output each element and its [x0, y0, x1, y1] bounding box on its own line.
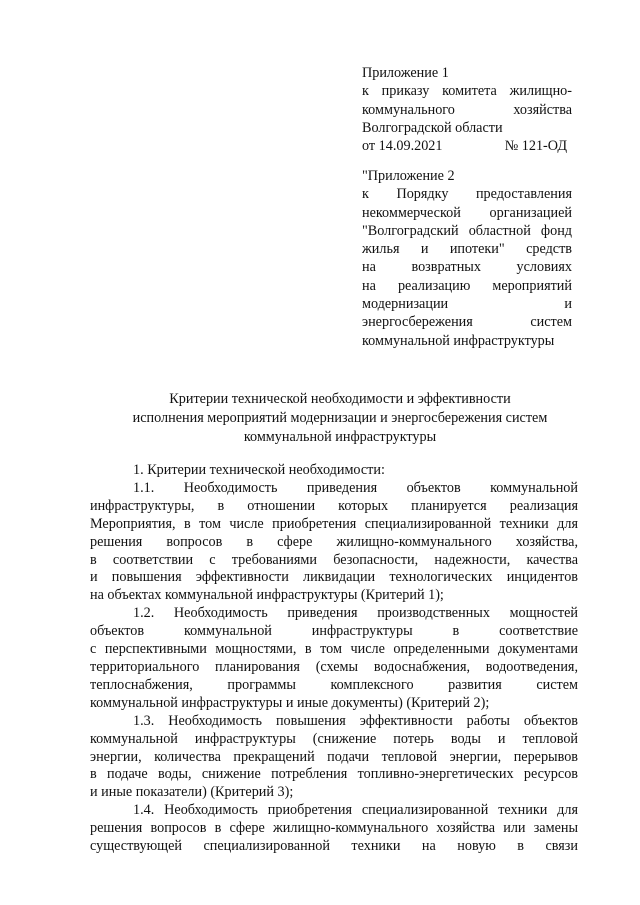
appendix-1-line: Волгоградской области [362, 119, 503, 136]
paragraph-line: 1.1. Необходимость приведения объектов коммунальной [133, 479, 578, 496]
appendix-2-line: на возвратных условиях [362, 259, 572, 276]
paragraph-line: существующей специализированной техники на новую в связи [90, 838, 578, 855]
appendix-1-header [362, 64, 572, 155]
paragraph-line: коммунальной инфраструктуры и иные документы) (Критерий 2); [90, 694, 490, 711]
title-line: Критерии технической необходимости и эффективности [169, 391, 511, 407]
paragraph-line: коммунальной инфраструктуры (снижение потерь воды и тепловой [90, 730, 578, 747]
paragraph-line: в соответствии с требованиями безопасности, надежности, качества [90, 551, 578, 568]
appendix-2-line: к Порядку предоставления [362, 186, 572, 203]
order-date: от 14.09.2021 [362, 138, 443, 155]
paragraph-line: решения вопросов в сфере жилищно-коммунального хозяйства или замены [90, 820, 578, 837]
paragraph-line: инфраструктуры, в отношении которых планируется реализация [90, 497, 578, 514]
appendix-2-line: "Волгоградский областной фонд [362, 222, 572, 239]
criterion-2-paragraph [90, 605, 578, 712]
paragraph-line: и повышения эффективности ликвидации технологических инцидентов [90, 569, 578, 586]
paragraph-line: теплоснабжения, программы комплексного развития систем [90, 676, 578, 693]
title-line: коммунальной инфраструктуры [243, 429, 437, 445]
paragraph-line: в подаче воды, снижение потребления топливно-энергетических ресурсов [90, 766, 578, 783]
appendix-2-line: жилья и ипотеки" средств [362, 241, 572, 258]
order-number: № 121-ОД [504, 138, 567, 155]
appendix-1-date-row [362, 137, 567, 155]
appendix-2-line: некоммерческой организацией [362, 204, 572, 221]
appendix-2-line: модернизации и [362, 296, 572, 313]
paragraph-line: решения вопросов в сфере жилищно-коммунального хозяйства, [90, 533, 578, 550]
paragraph-line: на объектах коммунальной инфраструктуры (Критерий 1); [90, 587, 444, 604]
document-body [90, 462, 578, 856]
appendix-2-header [362, 167, 572, 350]
appendix-2-line: на реализацию мероприятий [362, 277, 572, 294]
appendix-1-line: к приказу комитета жилищно- [362, 83, 572, 100]
paragraph-line: 1.3. Необходимость повышения эффективности работы объектов [133, 712, 578, 729]
document-title [90, 390, 590, 447]
paragraph-line: энергии, количества прекращений подачи тепловой энергии, перерывов [90, 748, 578, 765]
paragraph-line: Мероприятия, в том числе приобретения специализированной техники для [90, 515, 578, 532]
appendix-1-title: Приложение 1 [362, 65, 449, 81]
paragraph-line: объектов коммунальной инфраструктуры в соответствие [90, 623, 578, 640]
paragraph-line: с перспективными мощностями, в том числе определенными документами [90, 641, 578, 658]
paragraph-line: территориального планирования (схемы водоснабжения, водоотведения, [90, 658, 578, 675]
appendix-2-title: "Приложение 2 [362, 168, 455, 184]
criterion-3-paragraph [90, 713, 578, 803]
criterion-1-paragraph [90, 480, 578, 605]
section-heading: 1. Критерии технической необходимости: [133, 462, 385, 478]
title-line: исполнения мероприятий модернизации и энергосбережения систем [132, 410, 548, 426]
appendix-2-line: коммунальной инфраструктуры [362, 332, 555, 349]
paragraph-line: и иные показатели) (Критерий 3); [90, 784, 294, 801]
paragraph-line: 1.4. Необходимость приобретения специализированной техники для [133, 802, 578, 819]
criterion-4-paragraph [90, 802, 578, 856]
appendix-1-line: коммунального хозяйства [362, 101, 572, 118]
paragraph-line: 1.2. Необходимость приведения производственных мощностей [133, 605, 578, 622]
appendix-2-line: энергосбережения систем [362, 314, 572, 331]
